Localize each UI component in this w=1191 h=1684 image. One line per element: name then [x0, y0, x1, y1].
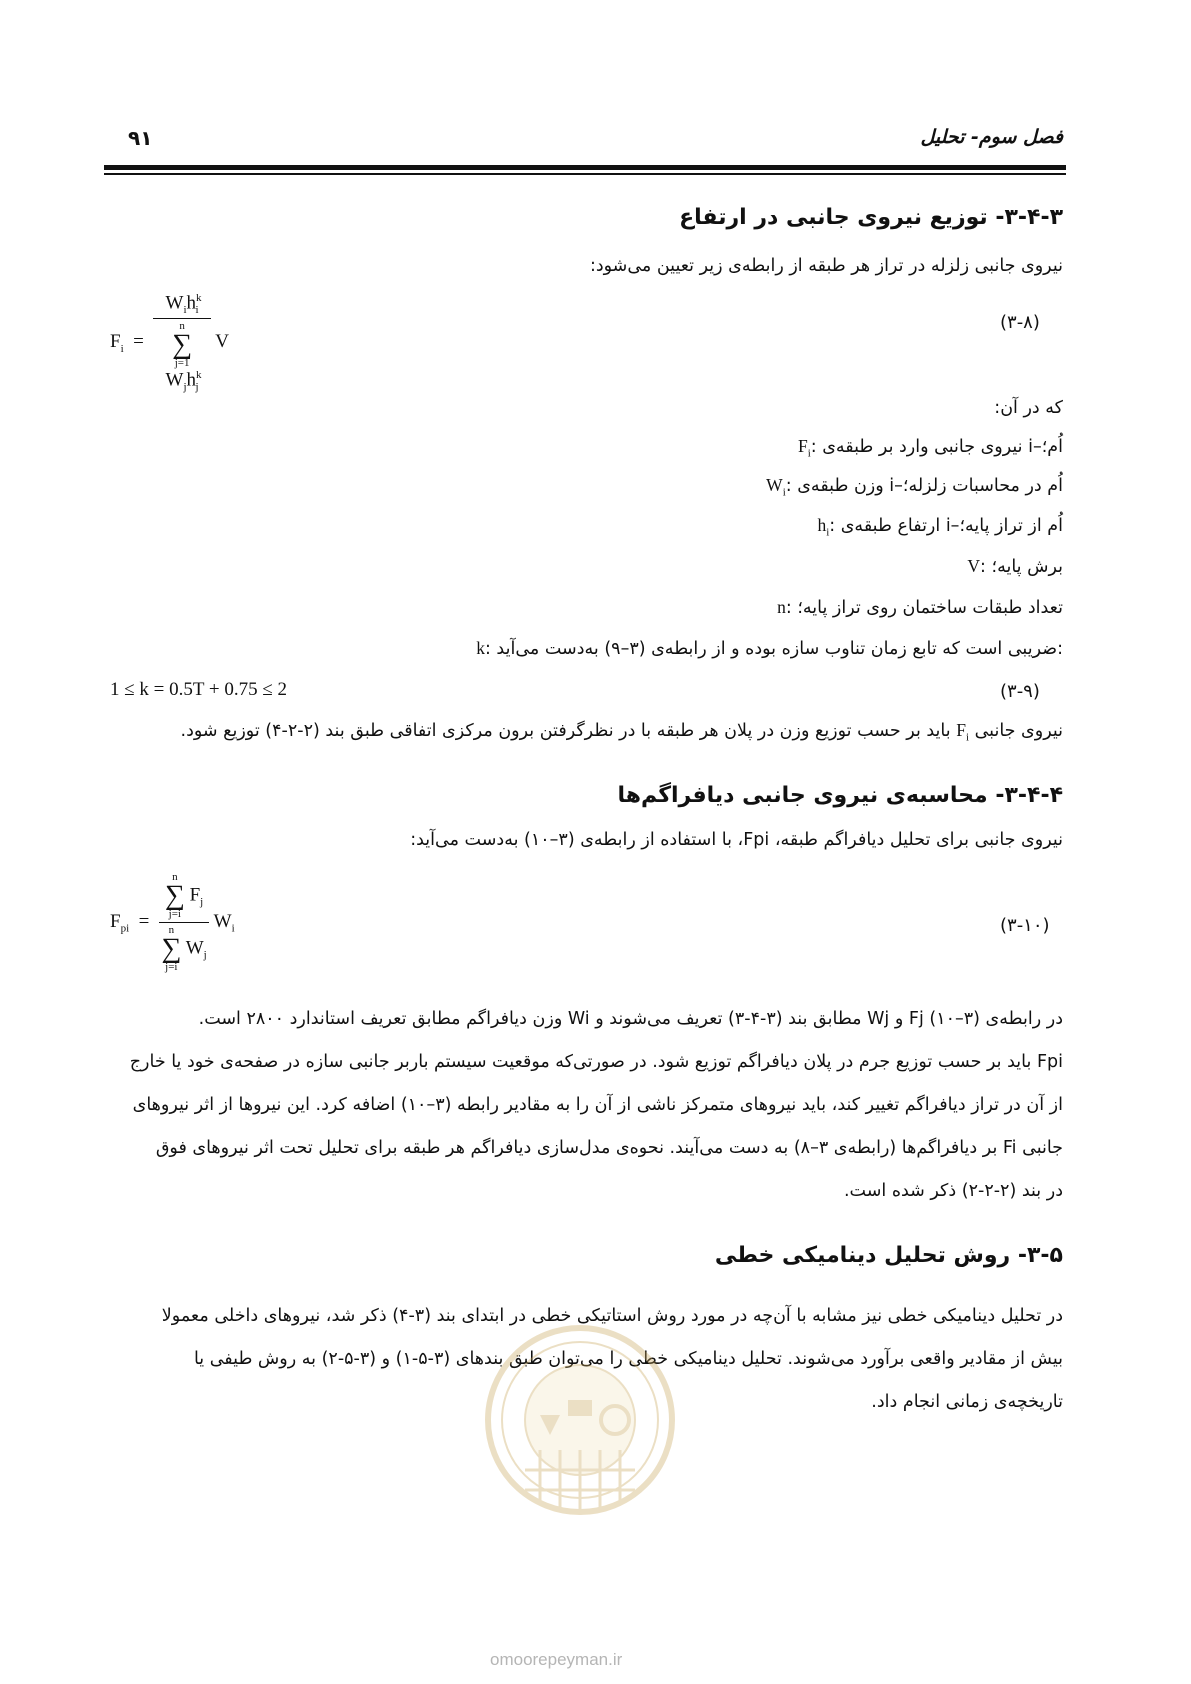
equation-3-8: $F_i$ = $W_ih^k_i$ n ∑ j=1 $W_jh^k_j$ V	[110, 292, 229, 394]
definition-item: $h_i$: ارتفاع طبقه‌ی i–اُم از تراز پایه؛	[817, 515, 1063, 539]
section-heading-3-4-3: ۳-۴-۳- توزیع نیروی جانبی در ارتفاع	[679, 205, 1063, 230]
equation-3-9: 1 ≤ k = 0.5T + 0.75 ≤ 2	[110, 679, 288, 700]
section-paragraph	[118, 998, 1063, 1213]
fraction: n ∑ j=i $F_j$ n ∑ j=i $W_j$	[159, 872, 209, 973]
section-intro: نیروی جانبی برای تحلیل دیافراگم طبقه، Fpi، با استفاده از رابطه‌ی (۳–۱۰) به‌دست می‌آید:	[410, 830, 1063, 850]
eq-subscript: i	[120, 342, 124, 355]
paragraph-line: جانبی Fi بر دیافراگم‌ها (رابطه‌ی ۳–۸) به دست می‌آیند. نحوه‌ی مدل‌سازی دیافراگم هر طبقه برای تحلیل تحت اثر نیروهای فوق	[155, 1138, 1063, 1158]
section-paragraph: نیروی جانبی $F_i$ باید بر حسب توزیع وزن در پلان هر طبقه با در نظرگرفتن برون مرکزی اتفاقی طبق بند (۲-۲-۴) توزیع شود.	[180, 720, 1063, 744]
definition-item: V: برش پایه؛	[967, 556, 1063, 577]
eq-symbol: F	[110, 330, 121, 352]
definition-item: k: ضریبی است که تابع زمان تناوب سازه بوده و از رابطه‌ی (۳–۹) به‌دست می‌آید:	[476, 638, 1063, 659]
definition-item: $W_i$: وزن طبقه‌ی i–اُم در محاسبات زلزله؛	[766, 475, 1063, 499]
paragraph-line: در رابطه‌ی (۳–۱۰) Fj و Wj مطابق بند (۳-۴-۳) تعریف می‌شوند و Wi وزن دیافراگم مطابق تعریف استاندارد ۲۸۰۰ است.	[198, 1009, 1063, 1029]
page-number: ۹۱	[128, 126, 153, 150]
paragraph-line: از آن در تراز دیافراگم تغییر کند، باید نیروهای متمرکز ناشی از آن را به مقادیر رابطه (۳–۱۰) اضافه کرد. این نیروها از اثر نیروهای	[132, 1095, 1063, 1115]
where-label: که در آن:	[994, 398, 1063, 418]
paragraph-line: در تحلیل دینامیکی خطی نیز مشابه با آن‌چه در مورد روش استاتیکی خطی در ابتدای بند (۳-۴) ذکر شد، نیروهای داخلی معمولا	[161, 1306, 1063, 1326]
summation-icon: n ∑ j=1	[172, 320, 193, 370]
section-heading-3-4-4: ۳-۴-۴- محاسبه‌ی نیروی جانبی دیافراگم‌ها	[617, 783, 1063, 808]
section-heading-3-5: ۳-۵- روش تحلیل دینامیکی خطی	[714, 1243, 1063, 1268]
paragraph-line: در بند (۲-۲-۲) ذکر شده است.	[843, 1181, 1063, 1201]
summation-icon: n ∑ j=i	[161, 924, 182, 973]
header-rule-thin	[104, 173, 1066, 175]
equation-number-3-9: (۳-۹)	[1000, 681, 1040, 702]
equation-number-3-10: (۳-۱۰)	[1000, 915, 1050, 936]
watermark-seal-icon	[480, 1320, 680, 1530]
watermark-url: omoorepeyman.ir	[490, 1650, 623, 1669]
paragraph-line: بیش از مقادیر واقعی برآورد می‌شوند. تحلیل دینامیکی خطی را می‌توان طبق بندهای (۳-۵-۱) و (۳-۵-۲) به روش طیفی یا	[193, 1349, 1063, 1369]
definition-item: n: تعداد طبقات ساختمان روی تراز پایه؛	[777, 597, 1063, 618]
definition-item: $F_i$: نیروی جانبی وارد بر طبقه‌ی i–اُم؛	[797, 436, 1063, 460]
equation-3-10: $F_{pi}$ = n ∑ j=i $F_j$ n ∑ j=i $W_j$ $W_i$	[110, 871, 235, 973]
paragraph-line: تاریخچه‌ی زمانی انجام داد.	[871, 1392, 1063, 1412]
header-rule-thick	[104, 165, 1066, 170]
summation-icon: n ∑ j=i	[164, 871, 185, 920]
paragraph-line: Fpi باید بر حسب توزیع جرم در پلان دیافراگم توزیع شود. در صورتی‌که موقعیت سیستم باربر جانبی سازه در صفحه‌ی خود یا خارج	[129, 1052, 1063, 1072]
equation-number-3-8: (۳-۸)	[1000, 312, 1040, 333]
chapter-title: فصل سوم- تحلیل	[920, 126, 1063, 148]
fraction: $W_ih^k_i$ n ∑ j=1 $W_jh^k_j$	[153, 292, 210, 393]
section-intro: نیروی جانبی زلزله در تراز هر طبقه از رابطه‌ی زیر تعیین می‌شود:	[589, 256, 1063, 276]
